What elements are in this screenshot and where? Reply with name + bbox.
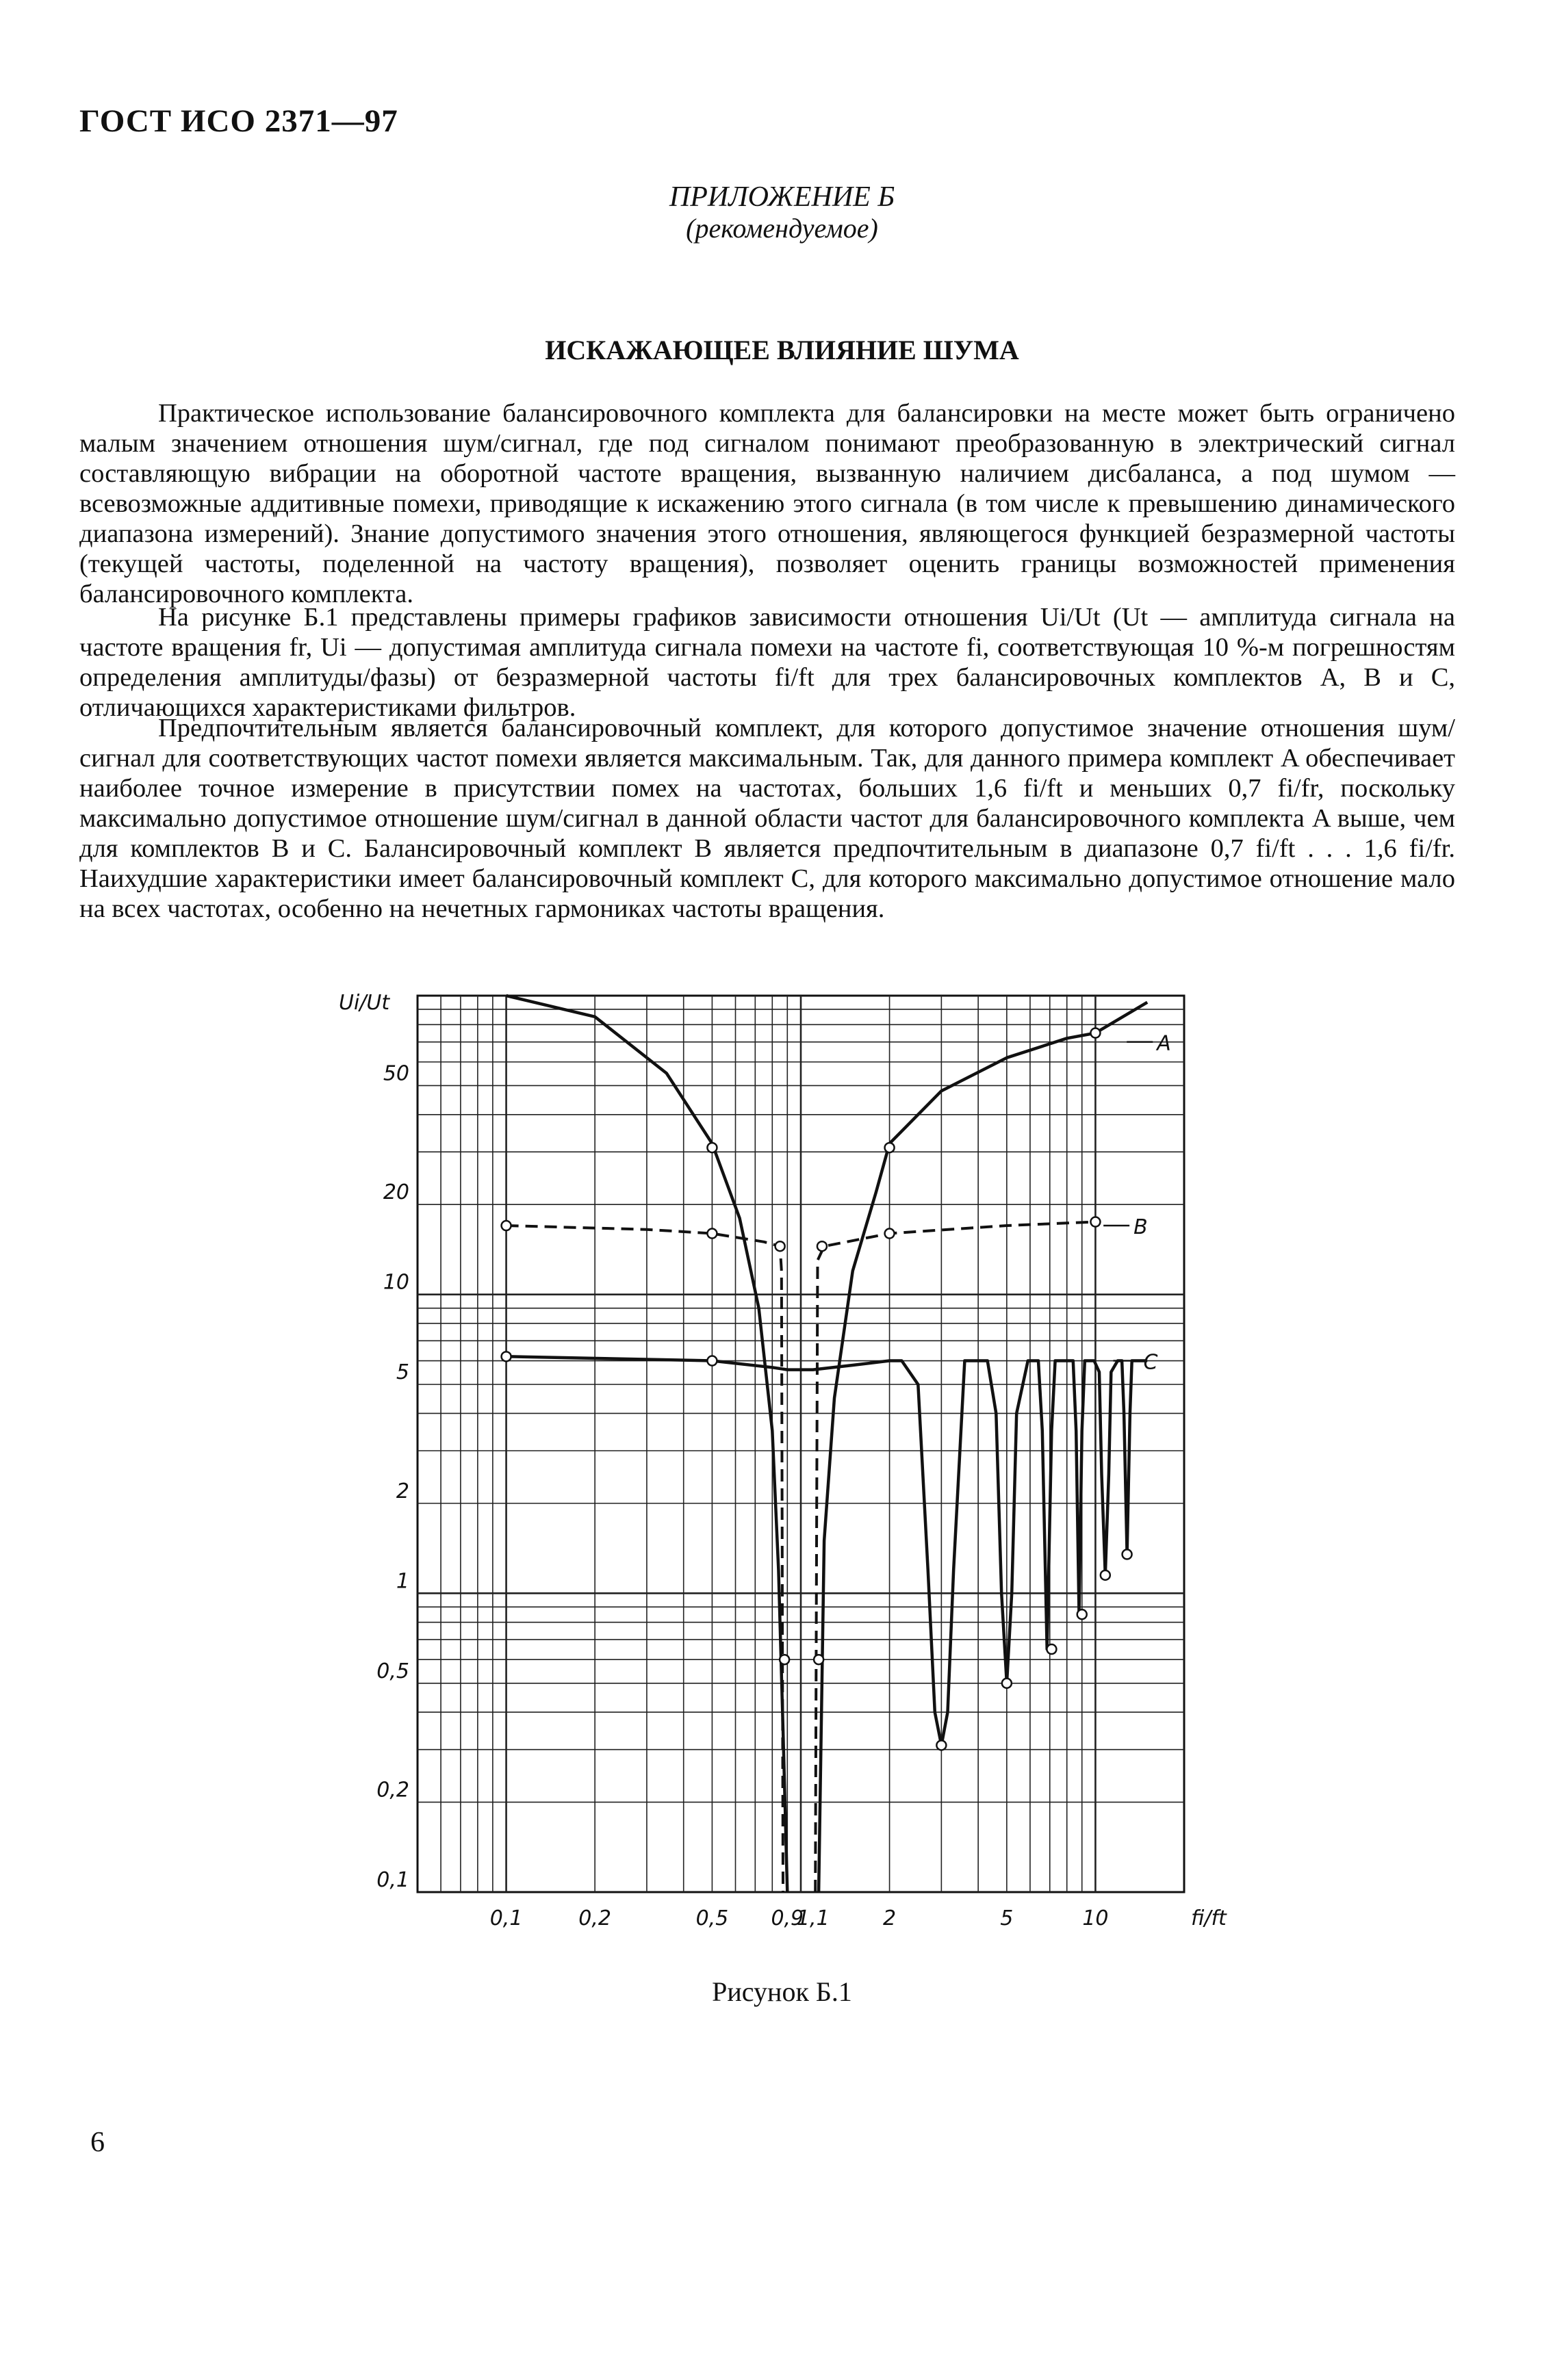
y-tick-label: 10 [383, 1270, 409, 1295]
series-b-left [507, 1226, 783, 1892]
page-number: 6 [90, 2127, 105, 2158]
series-b-marker [707, 1229, 717, 1239]
y-tick-label: 1 [396, 1569, 409, 1594]
series-b-marker [775, 1241, 785, 1251]
x-tick-label: 5 [1000, 1906, 1014, 1930]
x-tick-label: 1,1 [796, 1906, 830, 1930]
series-c-marker [707, 1356, 717, 1366]
x-tick-label: 0,5 [695, 1906, 729, 1930]
y-tick-label: 50 [383, 1061, 409, 1086]
x-tick-label: 0,9 [771, 1906, 804, 1930]
paragraph-1-block [79, 398, 1455, 609]
x-tick-label: 0,2 [578, 1906, 612, 1930]
chart-series [502, 996, 1148, 1892]
series-c-marker [502, 1351, 511, 1361]
section-title: ИСКАЖАЮЩЕЕ ВЛИЯНИЕ ШУМА [545, 335, 1019, 365]
appendix-subtitle: (рекомендуемое) [686, 213, 878, 244]
figure-caption: Рисунок Б.1 [712, 1976, 852, 2007]
noise-chart [322, 975, 1227, 1947]
series-c-marker [1077, 1609, 1087, 1619]
y-tick-label: 5 [396, 1360, 409, 1385]
series-a-marker [707, 1143, 717, 1152]
series-c-marker [1123, 1549, 1132, 1559]
appendix-title: ПРИЛОЖЕНИЕ Б [669, 181, 895, 213]
series-marks-05-marker [814, 1655, 823, 1664]
series-a-right [819, 1003, 1147, 1892]
series-b-marker [502, 1221, 511, 1230]
series-c-marker [1101, 1570, 1110, 1580]
y-axis-label: Ui/Ut [339, 991, 390, 1015]
y-tick-label: 20 [383, 1180, 409, 1205]
y-tick-label: 2 [396, 1479, 409, 1503]
y-tick-label: 0,5 [376, 1659, 409, 1683]
y-tick-label: 0,1 [376, 1868, 409, 1892]
series-a-marker [1090, 1029, 1100, 1038]
series-c-marker [1047, 1644, 1056, 1654]
paragraph-2: На рисунке Б.1 представлены примеры графиков зависимости отношения Ui/Ut (Ut — амплитуда сигнала на частоте вращения fr, Ui — допустимая амплитуда сигнала помехи на частоте fi, соответствующая 10 %-м погрешностям определения амплитуды/фазы) от безразмерной частоты fi/ft для трех балансировочных комплектов A, B и C, отличающихся характеристиками фильтров. [79, 603, 1455, 722]
series-b-marker [817, 1241, 827, 1251]
y-tick-label: 0,2 [376, 1778, 409, 1802]
paragraph-1: Практическое использование балансировочного комплекта для балансировки на месте может быть ограничено малым значением отношения шум/сигнал, где под сигналом понимают преобразованную в электрический сигнал составляющую вибрации на оборотной частоте вращения, вызванную наличием дисбаланса, а под шумом — всевозможные аддитивные помехи, приводящие к искажению этого сигнала (в том числе к превышению динамического диапазона измерений). Знание допустимого значения этого отношения, являющегося функцией безразмерной частоты (текущей частоты, поделенной на частоту вращения), позволяет оценить границы возможностей применения балансировочного комплекта. [79, 399, 1455, 608]
chart-grid [418, 996, 1184, 1892]
series-label-b: B [1133, 1215, 1148, 1240]
series-marks-05-marker [780, 1655, 789, 1664]
document-header: ГОСТ ИСО 2371—97 [79, 103, 398, 139]
x-tick-label: 0,1 [489, 1906, 523, 1930]
x-tick-label: 10 [1082, 1906, 1109, 1930]
paragraph-3: Предпочтительным является балансировочный комплект, для которого допустимое значение отношения шум/сигнал для соответствующих частот помехи является максимальным. Так, для данного примера комплект A обеспечивает наиболее точное измерение в присутствии помех на частотах, больших 1,6 fi/ft и меньших 0,7 fi/fr, поскольку максимально допустимое отношение шум/сигнал в данной области частот для балансировочного комплекта A выше, чем для комплектов B и C. Балансировочный комплект B является предпочтительным в диапазоне 0,7 fi/ft . . . 1,6 fi/fr. Наихудшие характеристики имеет балансировочный комплект C, для которого максимально допустимое отношение мало на всех частотах, особенно на нечетных гармониках частоты вращения. [79, 714, 1455, 923]
figure-b1 [322, 975, 1227, 1947]
series-label-a: A [1157, 1031, 1171, 1056]
series-b-marker [885, 1229, 895, 1239]
x-axis-label: fi/ft [1191, 1906, 1227, 1930]
x-tick-label: 2 [883, 1906, 897, 1930]
series-b-marker [1090, 1217, 1100, 1227]
paragraph-3-block [79, 713, 1455, 924]
paragraph-2-block [79, 602, 1455, 723]
series-c-marker [1002, 1679, 1012, 1688]
series-c-marker [936, 1740, 946, 1750]
series-a-marker [885, 1143, 895, 1152]
series-label-c: C [1143, 1350, 1158, 1375]
series-c [507, 1356, 1148, 1745]
